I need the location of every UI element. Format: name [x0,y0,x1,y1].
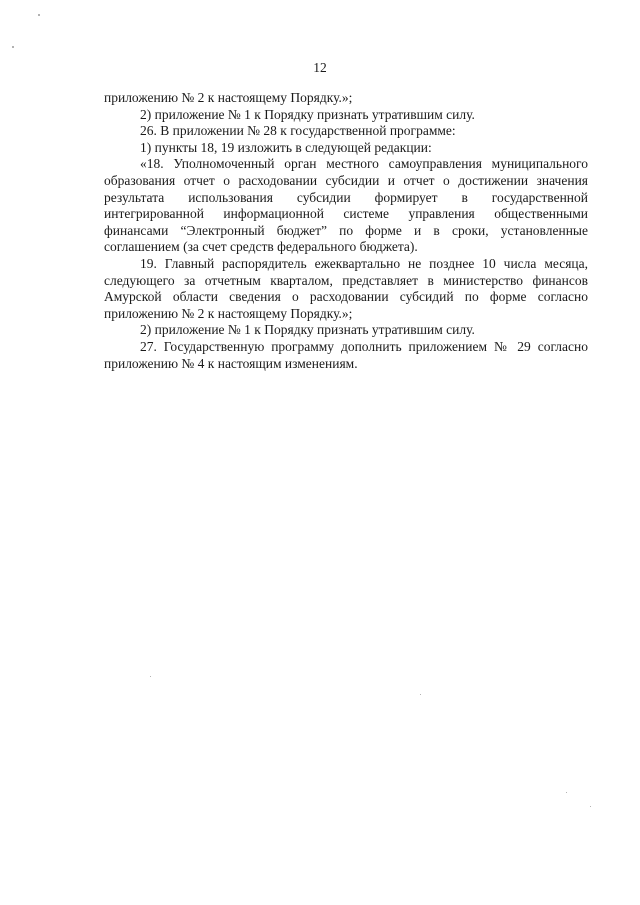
scan-speck [38,14,40,16]
paragraph-point-19: 19. Главный распорядитель ежеквартально не позднее 10 числа месяца, следующего за отчетным кварталом, представляет в министерство финансов Амурской области сведения о расходовании субсидий по форме согласно приложению № 2 к настоящему Порядку.»; [104,255,588,321]
page-number: 12 [313,60,327,75]
paragraph-points-18-19: 1) пункты 18, 19 изложить в следующей редакции: [140,139,432,155]
document-body [104,90,588,372]
scan-speck [420,694,421,695]
paragraph-item-27: 27. Государственную программу дополнить приложением № 29 согласно приложению № 4 к настоящим изменениям. [104,338,588,371]
paragraph-item-26: 26. В приложении № 28 к государственной программе: [140,123,456,139]
paragraph-point-18: «18. Уполномоченный орган местного самоуправления муниципального образования отчет о расходовании субсидии и отчет о достижении значения результата использования субсидии формирует в государственной интегрированной информационной системе управления общественными финансами “Электронный бюджет” по форме и в сроки, установленные соглашением (за счет средств федерального бюджета). [104,156,588,255]
scan-speck [150,676,151,677]
scan-speck [590,806,591,807]
paragraph-item-2-annex-1-repeat: 2) приложение № 1 к Порядку признать утратившим силу. [140,322,475,338]
scan-speck [566,792,567,793]
paragraph-item-2-annex-1: 2) приложение № 1 к Порядку признать утратившим силу. [140,106,475,122]
scan-speck [12,46,14,48]
paragraph-continuation: приложению № 2 к настоящему Порядку.»; [104,90,353,105]
